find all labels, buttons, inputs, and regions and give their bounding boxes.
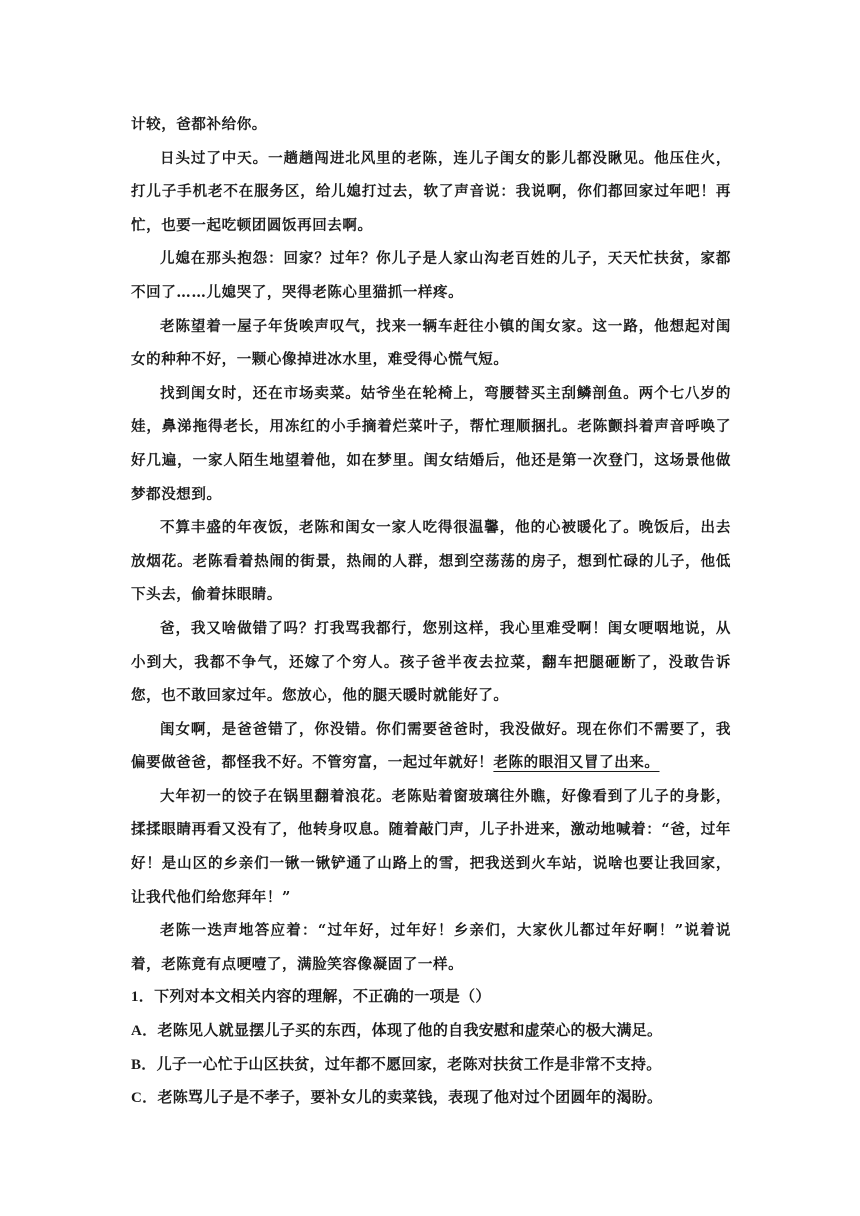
underlined-sentence: 老陈的眼泪又冒了出来。 (493, 754, 660, 772)
story-paragraph-3: 老陈望着一屋子年货唉声叹气，找来一辆车赶往小镇的闺女家。这一路，他想起对闺女的种种不好，一颗心像掉进冰水里，难受得心慌气短。 (131, 317, 731, 369)
story-paragraph-7 (131, 713, 731, 780)
option-c (131, 1082, 731, 1116)
option-letter: A． (131, 1023, 158, 1040)
story-paragraph-1: 日头过了中天。一趟趟闯进北风里的老陈，连儿子闺女的影儿都没瞅见。他压住火，打儿子手机老不在服务区，给儿媳打过去，软了声音说：我说啊，你们都回家过年吧！再忙，也要一起吃顿团圆饭再回去啊。 (131, 149, 731, 234)
question-stem: 下列对本文相关内容的理解，不正确的一项是（） (154, 989, 491, 1006)
option-letter: B． (131, 1056, 157, 1073)
option-b (131, 1049, 731, 1083)
option-letter: C． (131, 1090, 158, 1107)
question-1 (131, 981, 731, 1015)
option-text: 老陈见人就显摆儿子买的东西，体现了他的自我安慰和虚荣心的极大满足。 (157, 1023, 663, 1040)
question-number: 1． (131, 989, 155, 1006)
document-page (131, 108, 731, 1116)
story-paragraph-9: 老陈一迭声地答应着：“过年好，过年好！乡亲们，大家伙儿都过年好啊！”说着说着，老陈竟有点哽噎了，满脸笑容像凝固了一样。 (131, 922, 731, 973)
option-text: 老陈骂儿子是不孝子，要补女儿的卖菜钱，表现了他对过个团圆年的渴盼。 (157, 1090, 663, 1107)
story-paragraph-2: 儿媳在那头抱怨：回家？过年？你儿子是人家山沟老百姓的儿子，天天忙扶贫，家都不回了……儿媳哭了，哭得老陈心里猫抓一样疼。 (131, 250, 731, 301)
story-paragraph-0: 计较，爸都补给你。 (131, 116, 267, 133)
story-paragraph-4: 找到闺女时，还在市场卖菜。姑爷坐在轮椅上，弯腰替买主刮鳞剖鱼。两个七八岁的娃，鼻涕拖得老长，用冻红的小手摘着烂菜叶子，帮忙理顺捆扎。老陈颤抖着声音呼唤了好几遍，一家人陌生地望着他，如在梦里。闺女结婚后，他还是第一次登门，这场景他做梦都没想到。 (131, 384, 731, 503)
option-a (131, 1015, 731, 1049)
story-paragraph-8: 大年初一的饺子在锅里翻着浪花。老陈贴着窗玻璃往外瞧，好像看到了儿子的身影，揉揉眼睛再看又没有了，他转身叹息。随着敲门声，儿子扑进来，激动地喊着：“爸，过年好！是山区的乡亲们一锹一锹铲通了山路上的雪，把我送到火车站，说啥也要让我回家，让我代他们给您拜年！” (131, 787, 731, 906)
story-paragraph-7-text: 闺女啊，是爸爸错了，你没错。你们需要爸爸时，我没做好。现在你们不需要了，我偏要做爸爸，都怪我不好。不管穷富，一起过年就好！ (131, 720, 731, 772)
option-text: 儿子一心忙于山区扶贫，过年都不愿回家，老陈对扶贫工作是非常不支持。 (156, 1056, 662, 1073)
story-paragraph-5: 不算丰盛的年夜饭，老陈和闺女一家人吃得很温馨，他的心被暖化了。晚饭后，出去放烟花。老陈看着热闹的街景，热闹的人群，想到空荡荡的房子，想到忙碌的儿子，他低下头去，偷着抹眼睛。 (131, 519, 731, 604)
story-paragraph-6: 爸，我又啥做错了吗？打我骂我都行，您别这样，我心里难受啊！闺女哽咽地说，从小到大，我都不争气，还嫁了个穷人。孩子爸半夜去拉菜，翻车把腿砸断了，没敢告诉您，也不敢回家过年。您放心，他的腿天暖时就能好了。 (131, 619, 731, 705)
